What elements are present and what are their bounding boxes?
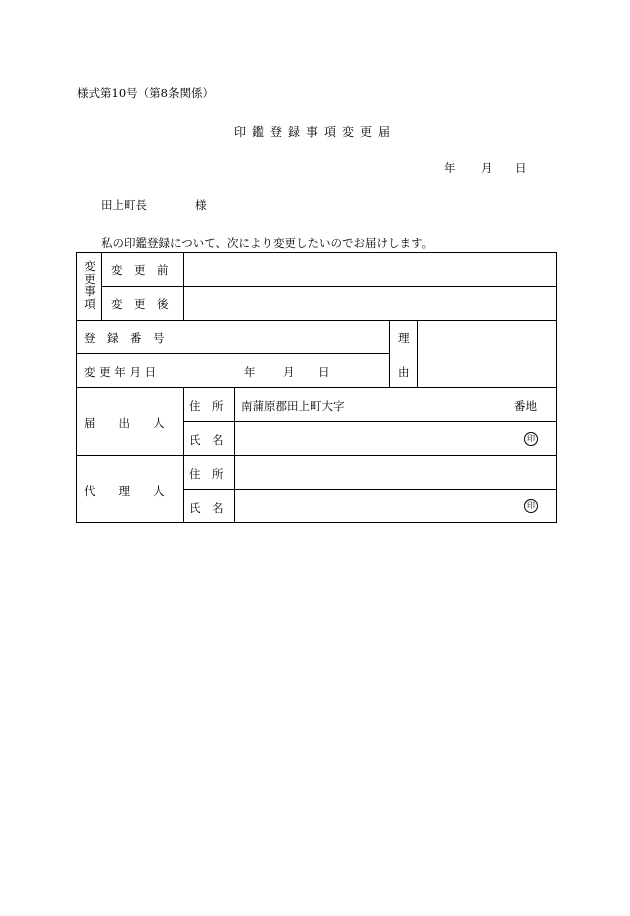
applicant-label: 届 出 人 — [84, 416, 165, 430]
registration-number-label: 登 録 番 号 — [84, 331, 165, 345]
proxy-label: 代 理 人 — [84, 484, 165, 498]
change-date-label: 変 更 年 月 日 — [84, 365, 157, 379]
after-change-field[interactable] — [185, 288, 555, 319]
applicant-address-suffix: 番地 — [514, 399, 537, 413]
proxy-address-field[interactable] — [236, 457, 555, 488]
proxy-name-field[interactable] — [236, 491, 516, 521]
reason-label-2: 由 — [398, 365, 410, 379]
intro-text: 私の印鑑登録について、次により変更したいのでお届けします。 — [101, 236, 434, 250]
applicant-address-prefix: 南蒲原郡田上町大字 — [241, 399, 345, 413]
reason-field[interactable] — [419, 322, 555, 386]
change-date-day: 日 — [318, 365, 330, 379]
addressee-honorific: 様 — [195, 198, 207, 212]
applicant-seal-icon: 印 — [524, 432, 538, 446]
date-year: 年 — [444, 161, 456, 175]
before-change-field[interactable] — [185, 254, 555, 285]
addressee-name: 田上町長 — [101, 198, 147, 212]
after-change-label: 変 更 後 — [111, 297, 169, 311]
date-month: 月 — [481, 161, 493, 175]
form-reference: 様式第10号（第8条関係） — [77, 86, 214, 100]
change-date-year: 年 — [244, 365, 256, 379]
proxy-name-label: 氏 名 — [189, 501, 224, 515]
applicant-address-label: 住 所 — [189, 399, 224, 413]
change-date-month: 月 — [283, 365, 295, 379]
proxy-address-label: 住 所 — [189, 467, 224, 481]
proxy-seal-icon: 印 — [524, 499, 538, 513]
change-items-label: 変 更 事 項 — [84, 259, 96, 311]
reason-label-1: 理 — [398, 331, 410, 345]
applicant-name-label: 氏 名 — [189, 433, 224, 447]
page-title: 印鑑登録事項変更届 — [233, 125, 396, 139]
date-day: 日 — [515, 161, 527, 175]
registration-number-field[interactable] — [185, 322, 388, 352]
applicant-name-field[interactable] — [236, 423, 516, 454]
before-change-label: 変 更 前 — [111, 263, 169, 277]
